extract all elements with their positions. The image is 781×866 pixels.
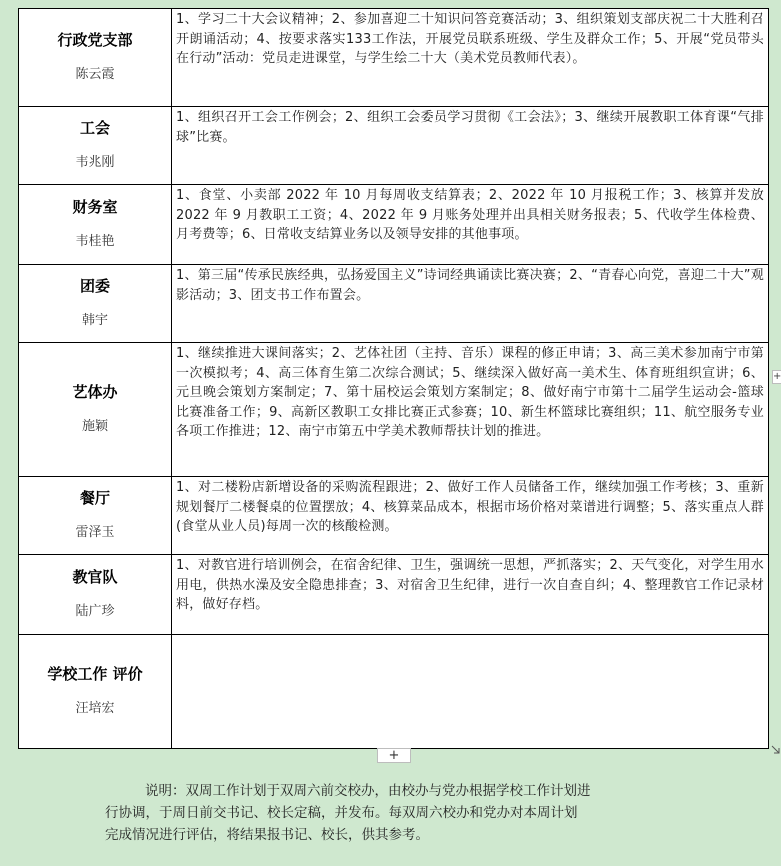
department-cell[interactable] [19,9,172,107]
person-name: 雷泽玉 [75,525,115,540]
plan-content-cell[interactable]: 1、第三届“传承民族经典，弘扬爱国主义”诗词经典诵读比赛决赛；2、“青春心向党，喜迎二十大”观影活动；3、团支书工作布置会。 [172,265,769,343]
add-column-button[interactable]: + [773,371,781,382]
explanation-note [105,780,675,846]
plan-content-cell[interactable]: 1、学习二十大会议精神；2、参加喜迎二十知识问答竞赛活动；3、组织策划支部庆祝二十大胜利召开朗诵活动；4、按要求落实133工作法，开展党员联系班级、学生及群众工作；5、开展“党员带头在行动”活动：党员走进课堂，与学生绘二十大（美术党员教师代表）。 [172,9,769,107]
department-cell[interactable] [19,265,172,343]
note-line: 说明：双周工作计划于双周六前交校办，由校办与党办根据学校工作计划进 [145,783,591,799]
person-name: 韦兆刚 [75,155,115,170]
person-name: 陆广珍 [75,604,115,619]
person-name: 汪培宏 [75,701,115,716]
table-row [19,343,769,477]
department-name: 教官队 [72,568,118,586]
department-cell[interactable] [19,343,172,477]
table-row [19,265,769,343]
work-plan-table [18,8,769,749]
plan-content-cell[interactable]: 1、组织召开工会工作例会；2、组织工会委员学习贯彻《工会法》；3、继续开展教职工体育课“气排球”比赛。 [172,107,769,185]
plan-content-cell[interactable]: 1、食堂、小卖部 2022 年 10 月每周收支结算表；2、2022 年 10 月报税工作；3、核算并发放 2022 年 9 月教职工工资；4、2022 年 9 月账务处理并出具相关财务报表；5、代收学生体检费、月考费等；6、日常收支结算业务以及领导安排的其他事项。 [172,185,769,265]
person-name: 施颖 [81,419,108,434]
person-name: 陈云霞 [75,67,115,82]
department-name: 团委 [79,277,110,295]
department-name: 艺体办 [72,383,118,401]
department-name: 餐厅 [79,489,110,507]
department-name: 财务室 [72,198,118,216]
department-cell[interactable] [19,107,172,185]
department-name: 工会 [79,119,110,137]
add-row-button[interactable]: + [377,748,411,763]
department-cell[interactable] [19,635,172,749]
table-row [19,555,769,635]
plan-content-cell[interactable]: 1、对教官进行培训例会，在宿舍纪律、卫生，强调统一思想，严抓落实；2、天气变化，对学生用水用电，供热水澡及安全隐患排查；3、对宿舍卫生纪律，进行一次自查自纠；4、整理教官工作记录材料，做好存档。 [172,555,769,635]
note-line: 完成情况进行评估，将结果报书记、校长，供其参考。 [105,827,429,843]
department-cell[interactable] [19,185,172,265]
department-cell[interactable] [19,555,172,635]
person-name: 韩宇 [81,313,108,328]
plan-content-cell[interactable] [172,635,769,749]
department-cell[interactable] [19,477,172,555]
table-row [19,107,769,185]
table-row [19,477,769,555]
table-row [19,635,769,749]
plan-content-cell[interactable]: 1、对二楼粉店新增设备的采购流程跟进；2、做好工作人员储备工作，继续加强工作考核；3、重新规划餐厅二楼餐桌的位置摆放；4、核算菜品成本，根据市场价格对菜谱进行调整；5、落实重点人群(食堂从业人员)每周一次的核酸检测。 [172,477,769,555]
person-name: 韦桂艳 [75,234,115,249]
department-name: 行政党支部 [57,31,133,49]
table-row [19,185,769,265]
plan-content-cell[interactable]: 1、继续推进大课间落实；2、艺体社团（主持、音乐）课程的修正申请；3、高三美术参加南宁市第一次模拟考；4、高三体育生第二次综合测试；5、继续深入做好高一美术生、体育班组织宣讲；6、元旦晚会策划方案制定；7、第十届校运会策划方案制定；8、做好南宁市第十二届学生运动会-篮球比赛准备工作；9、高新区教职工女排比赛正式参赛；10、新生杯篮球比赛组织；11、航空服务专业各项工作推进；12、南宁市第五中学美术教师帮扶计划的推进。 [172,343,769,477]
table-resize-handle-icon[interactable] [771,745,780,754]
table-row [19,9,769,107]
department-name: 学校工作 评价 [47,665,143,683]
note-line: 行协调，于周日前交书记、校长定稿，并发布。每双周六校办和党办对本周计划 [105,805,578,821]
